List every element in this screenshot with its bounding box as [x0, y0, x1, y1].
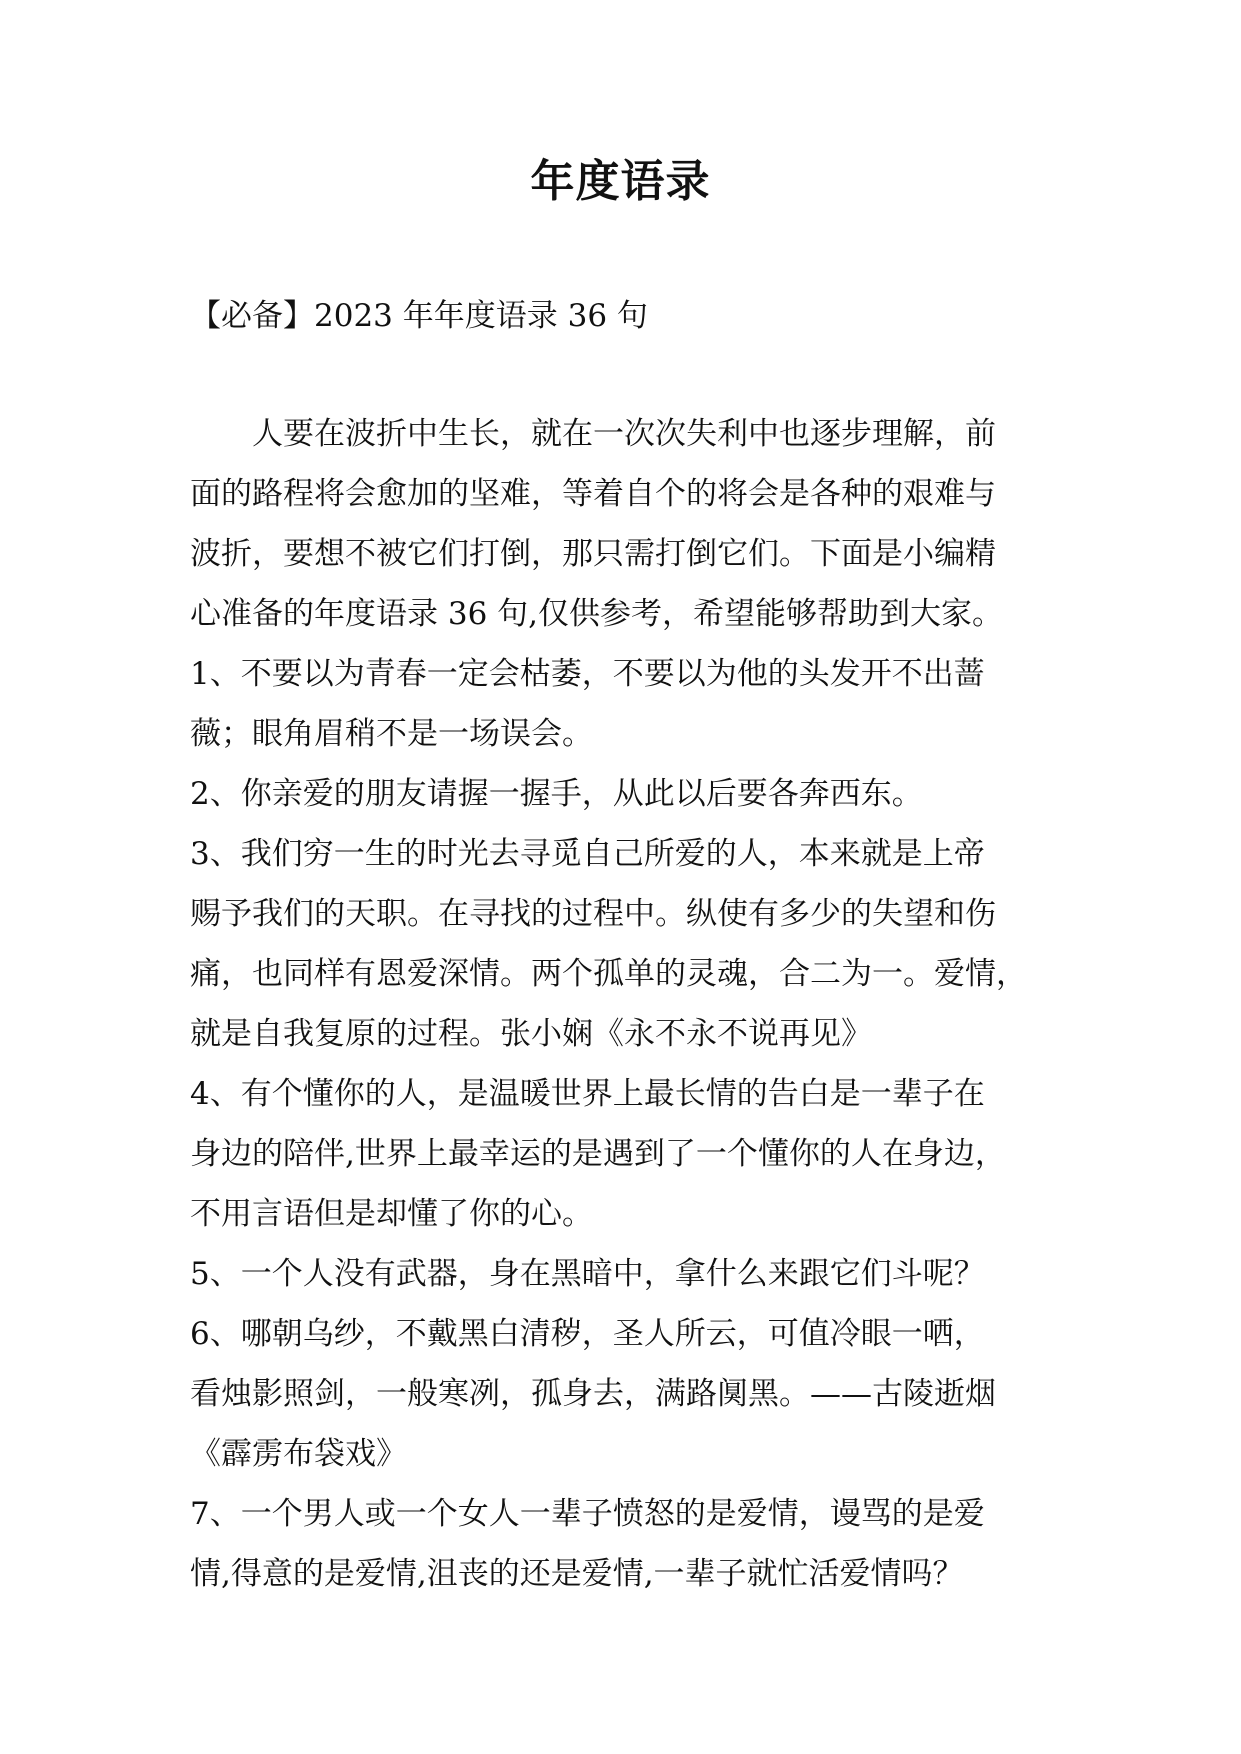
body-line: 7、一个男人或一个女人一辈子愤怒的是爱情，谩骂的是爱	[190, 1496, 985, 1532]
body-line: 身边的陪伴,世界上最幸运的是遇到了一个懂你的人在身边，	[190, 1136, 1006, 1172]
page-title: 年度语录	[530, 156, 711, 207]
body-line: 不用言语但是却懂了你的心。	[190, 1196, 593, 1232]
body-line: 看烛影照剑，一般寒冽，孤身去，满路阒黑。——古陵逝烟	[190, 1376, 996, 1412]
body-line: 波折，要想不被它们打倒，那只需打倒它们。下面是小编精	[190, 536, 996, 572]
body-line: 薇；眼角眉稍不是一场误会。	[190, 716, 593, 752]
body-line: 就是自我复原的过程。张小娴《永不永不说再见》	[190, 1016, 872, 1052]
body-line: 2、你亲爱的朋友请握一握手，从此以后要各奔西东。	[190, 776, 923, 812]
document-subtitle: 【必备】2023 年年度语录 36 句	[190, 298, 648, 334]
body-line: 情,得意的是爱情,沮丧的还是爱情,一辈子就忙活爱情吗？	[190, 1556, 964, 1592]
body-line: 人要在波折中生长，就在一次次失利中也逐步理解，前	[190, 416, 996, 452]
body-line: 面的路程将会愈加的坚难，等着自个的将会是各种的艰难与	[190, 476, 996, 512]
body-line: 心准备的年度语录 36 句,仅供参考，希望能够帮助到大家。	[190, 596, 1004, 632]
body-line: 5、一个人没有武器，身在黑暗中，拿什么来跟它们斗呢？	[190, 1256, 985, 1292]
body-line: 赐予我们的天职。在寻找的过程中。纵使有多少的失望和伤	[190, 896, 996, 932]
document-body	[190, 404, 1055, 1604]
body-line: 6、哪朝乌纱，不戴黑白清秽，圣人所云，可值冷眼一哂，	[190, 1316, 985, 1352]
body-line: 1、不要以为青春一定会枯萎，不要以为他的头发开不出蔷	[190, 656, 985, 692]
body-line: 痛，也同样有恩爱深情。两个孤单的灵魂，合二为一。爱情，	[190, 956, 1027, 992]
body-line: 4、有个懂你的人，是温暖世界上最长情的告白是一辈子在	[190, 1076, 985, 1112]
body-line: 《霹雳布袋戏》	[190, 1436, 407, 1472]
body-line: 3、我们穷一生的时光去寻觅自己所爱的人，本来就是上帝	[190, 836, 985, 872]
